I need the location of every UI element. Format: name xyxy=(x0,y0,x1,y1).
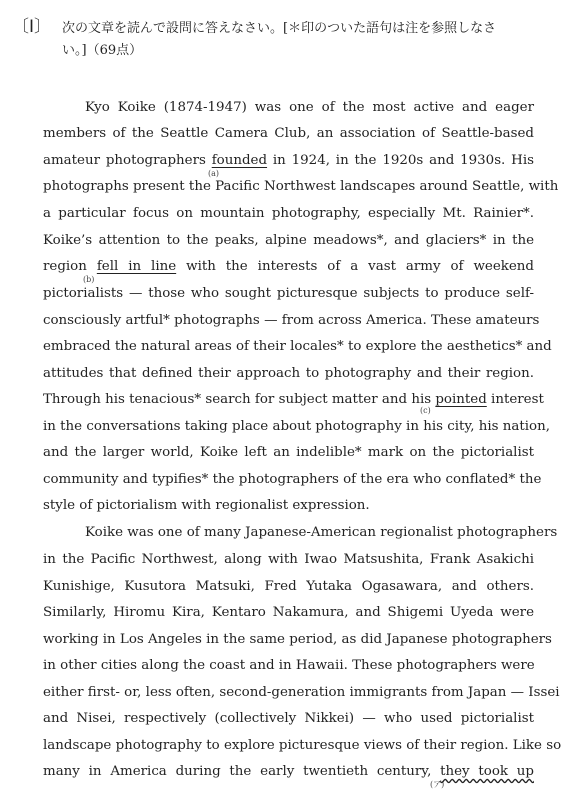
line-text: many in America during the early twentieth century, xyxy=(43,764,441,779)
line-text: Kunishige, Kusutora Matsuki, Fred Yutaka Ogasawara, and others. xyxy=(43,579,534,594)
passage-line xyxy=(43,630,552,650)
line-text: Koike’s attention to the peaks, alpine meadows*, and glaciers* in the xyxy=(43,233,534,248)
passage-line xyxy=(43,496,534,516)
line-text: landscape photography to explore picturesque views of their region. Like so xyxy=(43,738,562,753)
line-text: in the conversations taking place about photography in his city, his nation, xyxy=(43,419,550,434)
line-text: style of pictorialism with regionalist expression. xyxy=(43,498,370,513)
passage-line xyxy=(43,337,552,357)
passage-line xyxy=(43,683,560,703)
passage-line xyxy=(43,470,542,490)
passage-line xyxy=(43,603,534,623)
passage-line xyxy=(43,311,540,331)
line-text: pictorialists — those who sought picturesque subjects to produce self- xyxy=(43,286,534,301)
line-text: consciously artful* photographs — from across America. These amateurs xyxy=(43,313,540,328)
line-text: photographs present the Pacific Northwest landscapes around Seattle, with xyxy=(43,179,559,194)
line-text: attitudes that defined their approach to photography and their region. xyxy=(43,366,534,381)
passage-line xyxy=(43,177,559,197)
passage-line xyxy=(43,656,534,676)
line-text: embraced the natural areas of their locales* to explore the aesthetics* and xyxy=(43,339,552,354)
marker-a-kana: (ア) xyxy=(430,780,445,789)
line-text: in other cities along the coast and in Hawaii. These photographers were xyxy=(43,658,535,673)
line-text: amateur photographers xyxy=(43,153,212,168)
passage-line xyxy=(43,550,534,570)
underlined-phrase: fell in line xyxy=(96,259,177,274)
passage-line xyxy=(43,443,534,463)
line-text: Koike was one of many Japanese-American regionalist photographers xyxy=(85,525,558,540)
marker-a: (a) xyxy=(208,169,220,178)
passage-line xyxy=(43,231,534,251)
line-text: and Nisei, respectively (collectively Nikkei) — who used pictorialist xyxy=(43,711,534,726)
passage-line xyxy=(43,151,534,171)
line-text: community and typifies* the photographers of the era who conflated* the xyxy=(43,472,542,487)
passage-line xyxy=(43,124,534,144)
line-text: with the interests of a vast army of weekend xyxy=(176,259,534,274)
instruction-line-1: 次の文章を読んで設問に答えなさい。[＊印のついた語句は注を参照しなさ xyxy=(62,21,497,36)
wavy-underlined-phrase: they took up xyxy=(440,764,534,779)
passage-line xyxy=(43,257,534,277)
line-text: members of the Seattle Camera Club, an association of Seattle-based xyxy=(43,126,534,141)
passage-line xyxy=(85,98,534,118)
passage-line xyxy=(43,204,534,224)
instruction-line-2: い。]（69点） xyxy=(62,43,143,58)
line-text: working in Los Angeles in the same period, as did Japanese photographers xyxy=(43,632,552,647)
line-text: Through his tenacious* search for subject matter and his xyxy=(43,392,436,407)
passage-line xyxy=(43,709,534,729)
underlined-phrase: founded xyxy=(211,153,268,168)
passage-line xyxy=(43,417,550,437)
line-text: interest xyxy=(486,392,544,407)
line-text: in 1924, in the 1920s and 1930s. His xyxy=(267,153,534,168)
line-text: in the Pacific Northwest, along with Iwao Matsushita, Frank Asakichi xyxy=(43,552,534,567)
passage-line xyxy=(43,577,534,597)
passage-line xyxy=(43,390,544,410)
line-text: Similarly, Hiromu Kira, Kentaro Nakamura, and Shigemi Uyeda were xyxy=(43,605,534,620)
line-text: region xyxy=(43,259,97,274)
passage-line xyxy=(43,364,534,384)
marker-b: (b) xyxy=(83,275,95,284)
passage-line xyxy=(43,284,534,304)
passage-line xyxy=(43,736,562,756)
line-text: a particular focus on mountain photography, especially Mt. Rainier*. xyxy=(43,206,534,221)
question-number: 〔Ⅰ〕 xyxy=(12,17,52,37)
line-text: either first- or, less often, second-generation immigrants from Japan — Issei xyxy=(43,685,560,700)
marker-c: (c) xyxy=(420,406,431,415)
line-text: Kyo Koike (1874-1947) was one of the most active and eager xyxy=(85,100,534,115)
line-text: and the larger world, Koike left an indelible* mark on the pictorialist xyxy=(43,445,534,460)
passage-line xyxy=(85,523,558,543)
passage-line xyxy=(43,762,534,782)
underlined-phrase: pointed xyxy=(435,392,487,407)
